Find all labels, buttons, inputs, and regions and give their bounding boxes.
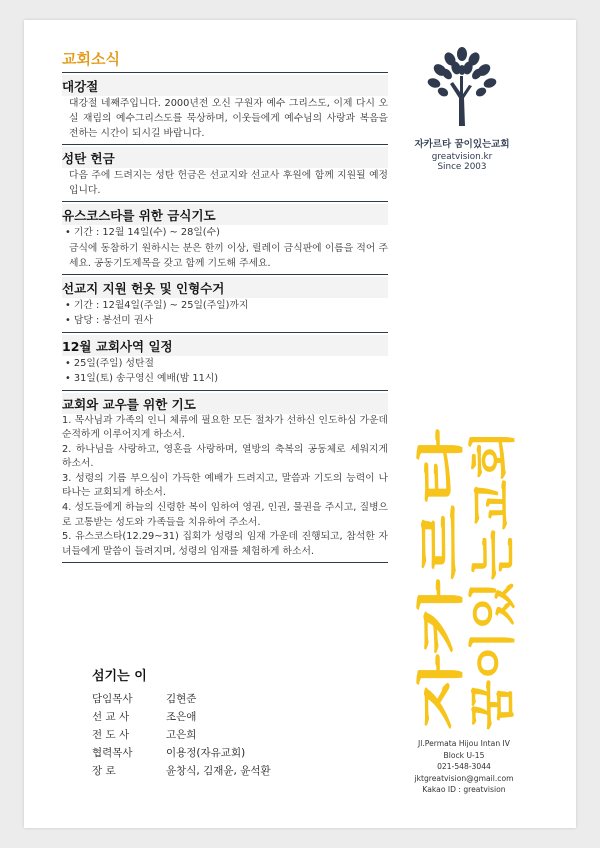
prayer-heading: 교회와 교우를 위한 기도: [62, 393, 388, 414]
staff-row: [92, 690, 271, 708]
fasting-prayer-period: • 기간 : 12월 14일(수) ~ 28일(수): [62, 225, 388, 241]
staff-role: 담임목사: [92, 693, 133, 705]
staff-role: 전 도 사: [92, 729, 130, 741]
staff-role: 협력목사: [92, 747, 133, 759]
advent-heading: 대강절: [62, 75, 388, 96]
staff-title: 섬기는 이: [92, 669, 147, 684]
mission-support-manager: • 담당 : 봉선미 권사: [62, 313, 388, 329]
christmas-offering-heading: 성탄 헌금: [62, 147, 388, 168]
staff-row: [92, 744, 271, 762]
prayer-item-2: 2. 하나님을 사랑하고, 영혼을 사랑하며, 열방의 축복의 공동체로 세워지게 하소서.: [62, 443, 388, 470]
advent-text: 대강절 네째주입니다. 2000년전 오신 구원자 예수 그리스도, 이제 다시 오실 재림의 예수그리스도를 묵상하며, 이웃들에게 예수님의 사랑과 복음을 전하는 시간이 되시길 바랍니다.: [69, 98, 388, 139]
prayer-section: [62, 391, 388, 564]
staff-row: [92, 708, 271, 726]
address-line-2: Block U-15: [443, 750, 485, 760]
address-line-1: Jl.Permata Hijou Intan IV: [418, 739, 510, 748]
staff-name: 김현준: [166, 693, 197, 705]
email-address: jktgreatvision@gmail.com: [414, 773, 514, 783]
mission-support-section: [62, 275, 388, 333]
fasting-prayer-heading: 유스코스타를 위한 금식기도: [62, 204, 388, 225]
logo-website: greatvision.kr: [431, 152, 493, 162]
fasting-prayer-text: 금식에 동참하기 원하시는 분은 한끼 이상, 릴레이 금식판에 이름을 적어 주세요. 공동기도제목을 갖고 함께 기도해 주세요.: [69, 242, 388, 269]
prayer-item-3: 3. 성령의 기름 부으심이 가득한 예배가 드려지고, 말씀과 기도의 능력이 나타나는 교회되게 하소서.: [62, 472, 388, 499]
mission-support-heading: 선교지 지원 헌옷 및 인형수거: [62, 277, 388, 298]
prayer-item-5: 5. 유스코스타(12.29~31) 집회가 성령의 임재 가운데 진행되고, 참석한 자녀들에게 말씀이 들려지며, 성령의 임재를 체험하게 하소서.: [62, 531, 388, 557]
church-news-column: [62, 48, 388, 563]
tree-logo-icon: [416, 46, 508, 128]
kakao-id: Kakao ID : greatvision: [422, 785, 506, 795]
schedule-item-newyear-service: • 31일(토) 송구영신 예배(밤 11시): [62, 371, 388, 387]
contact-info: [404, 738, 524, 796]
staff-name: 윤창식, 김재윤, 윤석환: [166, 765, 271, 777]
christmas-offering-section: [62, 145, 388, 202]
advent-section: [62, 73, 388, 145]
staff-role: 장 로: [92, 765, 116, 777]
prayer-item-1: 1. 목사님과 가족의 인니 체류에 필요한 모든 절차가 선하신 인도하심 가운데 순적하게 이루어지게 하소서.: [62, 414, 388, 441]
vertical-title-line2: 꿈이있는교회: [465, 463, 520, 730]
prayer-item-4: 4. 성도들에게 하늘의 신령한 복이 임하여 영권, 인권, 물권을 주시고, 질병으로 고통받는 성도와 가족들을 치유하여 주소서.: [62, 502, 388, 528]
vertical-church-title: [407, 424, 522, 736]
church-news-title: 교회소식: [62, 48, 388, 73]
vertical-title-line1: 자카르타: [413, 552, 468, 730]
staff-role: 선 교 사: [92, 711, 130, 723]
phone-number: 021-548-3044: [437, 762, 491, 772]
logo-church-name: 자카르타 꿈이있는교회: [414, 139, 510, 150]
logo-since: Since 2003: [437, 162, 487, 172]
staff-name: 고은희: [166, 729, 197, 741]
schedule-item-christmas: • 25일(주일) 성탄절: [62, 356, 388, 372]
staff-name: 조은애: [166, 711, 197, 723]
staff-row: [92, 762, 271, 780]
staff-row: [92, 726, 271, 744]
christmas-offering-text: 다음 주에 드려지는 성탄 헌금은 선교지와 선교사 후원에 함께 지원될 예정입니다.: [69, 170, 388, 196]
staff-name: 이용정(자유교회): [166, 747, 246, 759]
church-logo: [392, 46, 532, 172]
fasting-prayer-section: [62, 202, 388, 275]
staff-list: [92, 690, 271, 780]
december-schedule-section: [62, 333, 388, 391]
mission-support-period: • 기간 : 12월4일(주일) ~ 25일(주일)까지: [62, 298, 388, 314]
december-schedule-heading: 12월 교회사역 일정: [62, 335, 388, 356]
